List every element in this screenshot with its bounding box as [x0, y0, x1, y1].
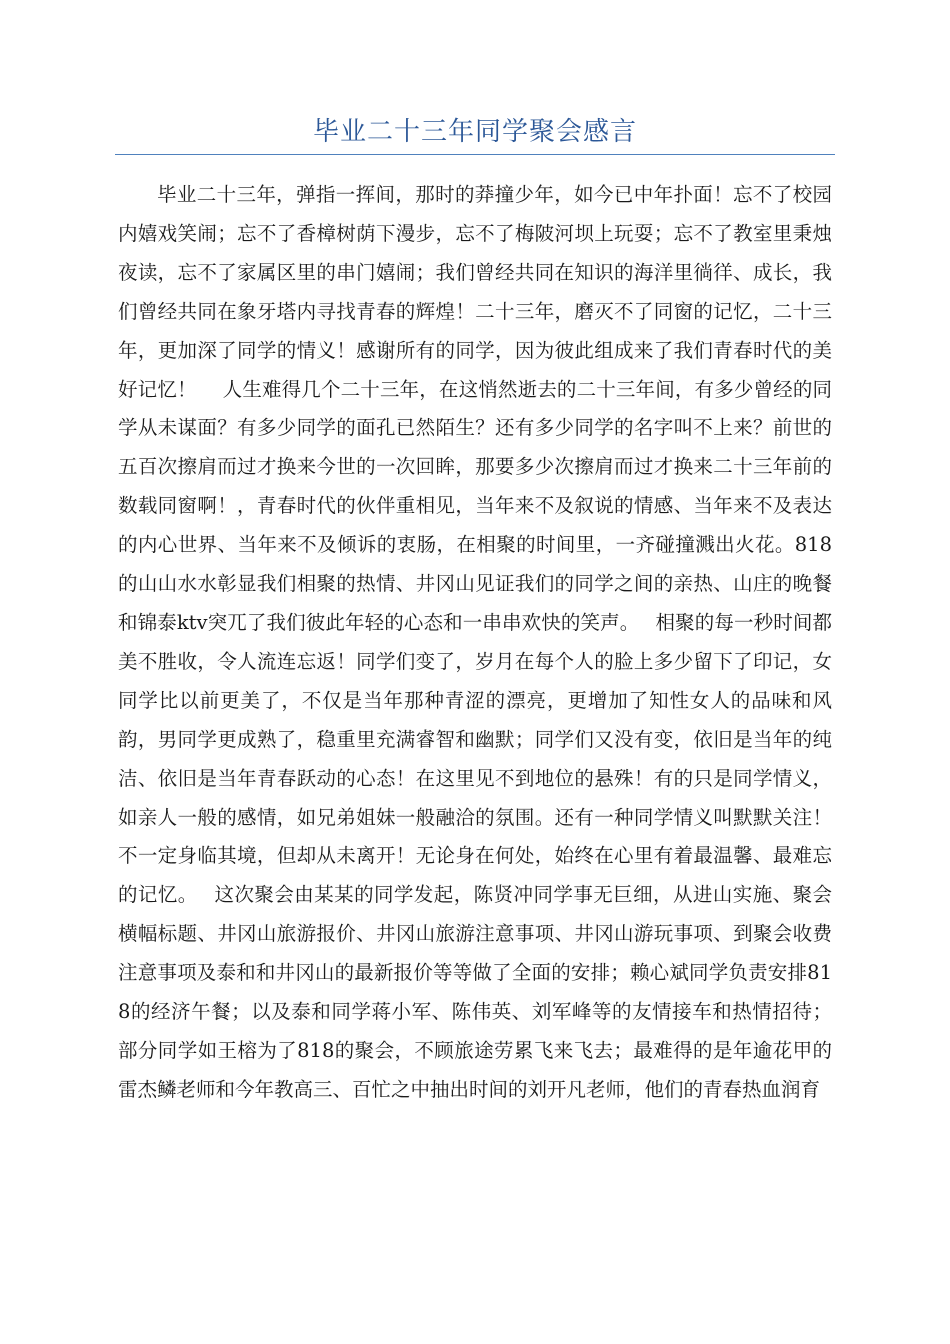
document-body	[118, 176, 832, 1110]
body-paragraph: 毕业二十三年，弹指一挥间，那时的莽撞少年，如今已中年扑面！忘不了校园内嬉戏笑闹；忘不了香樟树荫下漫步，忘不了梅陂河坝上玩耍；忘不了教室里秉烛夜读，忘不了家属区里的串门嬉闹；我们曾经共同在知识的海洋里徜徉、成长，我们曾经共同在象牙塔内寻找青春的辉煌！二十三年，磨灭不了同窗的记忆，二十三年，更加深了同学的情义！感谢所有的同学，因为彼此组成来了我们青春时代的美好记忆！ 人生难得几个二十三年，在这悄然逝去的二十三年间，有多少曾经的同学从未谋面？有多少同学的面孔已然陌生？还有多少同学的名字叫不上来？前世的五百次擦肩而过才换来今世的一次回眸，那要多少次擦肩而过才换来二十三年前的数载同窗啊！，青春时代的伙伴重相见，当年来不及叙说的情感、当年来不及表达的内心世界、当年来不及倾诉的衷肠，在相聚的时间里，一齐碰撞溅出火花。818的山山水水彰显我们相聚的热情、井冈山见证我们的同学之间的亲热、山庄的晚餐和锦泰ktv突兀了我们彼此年轻的心态和一串串欢快的笑声。 相聚的每一秒时间都美不胜收，令人流连忘返！同学们变了，岁月在每个人的脸上多少留下了印记，女同学比以前更美了，不仅是当年那种青涩的漂亮，更增加了知性女人的品味和风韵，男同学更成熟了，稳重里充满睿智和幽默；同学们又没有变，依旧是当年的纯洁、依旧是当年青春跃动的心态！在这里见不到地位的悬殊！有的只是同学情义，如亲人一般的感情，如兄弟姐妹一般融洽的氛围。还有一种同学情义叫默默关注！不一定身临其境，但却从未离开！无论身在何处，始终在心里有着最温馨、最难忘的记忆。 这次聚会由某某的同学发起，陈贤冲同学事无巨细，从进山实施、聚会横幅标题、井冈山旅游报价、井冈山旅游注意事项、井冈山游玩事项、到聚会收费注意事项及泰和和井冈山的最新报价等等做了全面的安排；赖心斌同学负责安排818的经济午餐；以及泰和同学蒋小军、陈伟英、刘军峰等的友情接车和热情招待；部分同学如王榕为了818的聚会，不顾旅途劳累飞来飞去；最难得的是年逾花甲的雷杰鳞老师和今年教高三、百忙之中抽出时间的刘开凡老师，他们的青春热血润育	[118, 183, 832, 1101]
title-underline	[115, 154, 835, 155]
document-title: 毕业二十三年同学聚会感言	[312, 117, 637, 147]
